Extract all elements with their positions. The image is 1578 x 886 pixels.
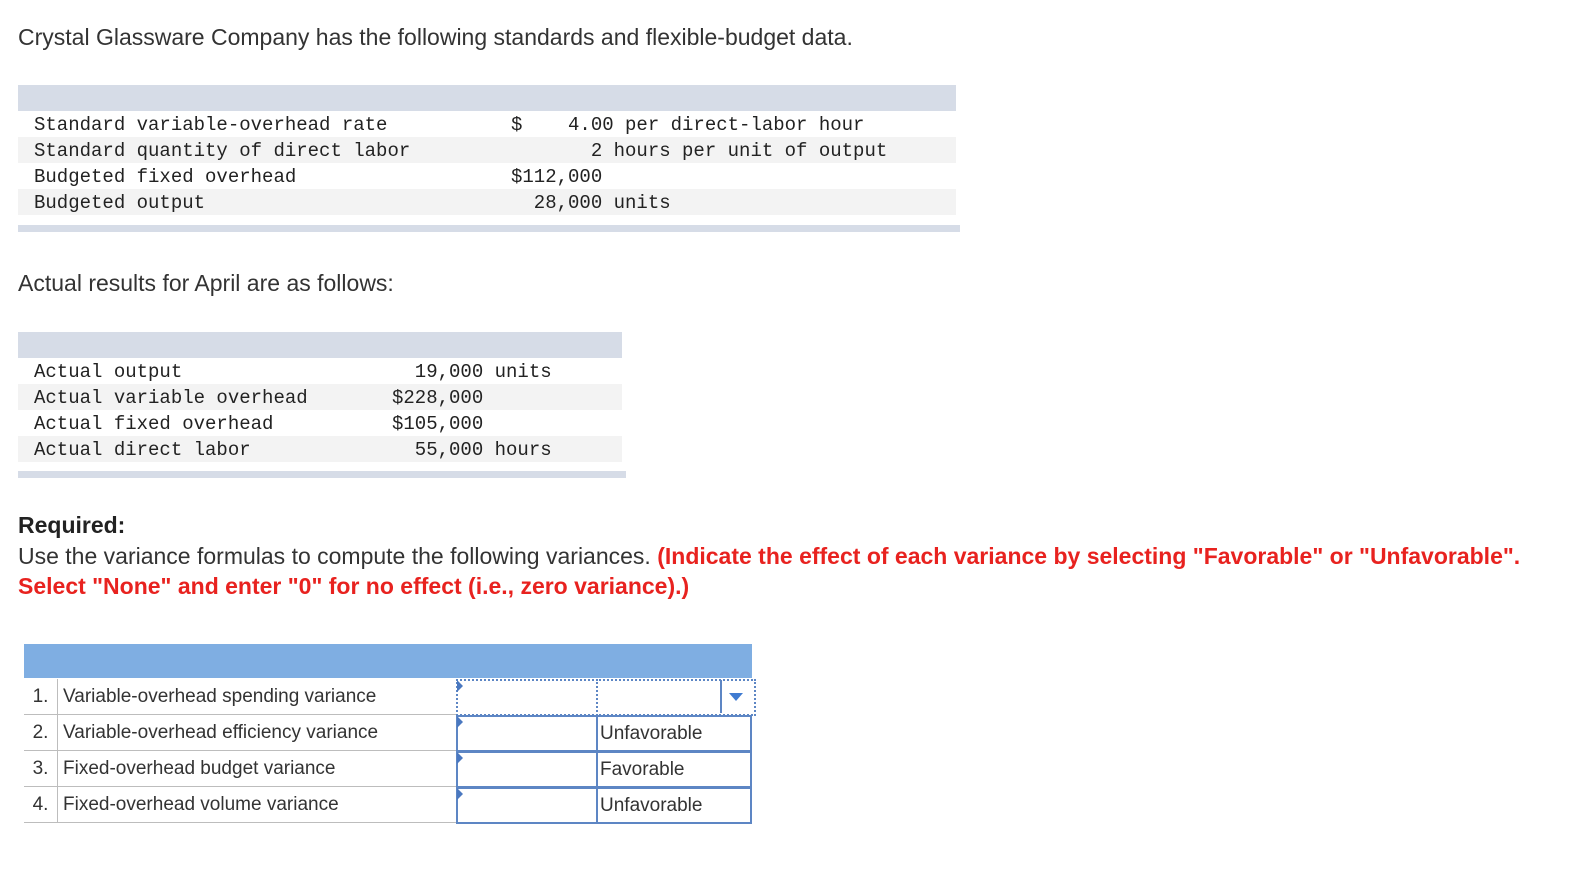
- amount-input[interactable]: [456, 715, 598, 752]
- input-marker-icon: [457, 752, 463, 764]
- actuals-label: Actual output: [34, 361, 183, 383]
- standards-value: 2 hours per unit of output: [511, 140, 888, 162]
- actuals-value: $105,000: [392, 413, 484, 435]
- table-row: [24, 715, 752, 751]
- instruction-highlight: (Indicate the effect of each variance by selecting "Favorable" or "Unfavorable". Select "None" and enter "0" for no effect (i.e., zero variance).): [18, 543, 1521, 599]
- effect-select[interactable]: Favorable: [596, 751, 752, 788]
- standards-value: $ 4.00 per direct-labor hour: [511, 114, 865, 136]
- table-row: [24, 751, 752, 787]
- actuals-label: Actual variable overhead: [34, 387, 308, 409]
- dropdown-button[interactable]: [720, 680, 752, 713]
- row-label: Variable-overhead efficiency variance: [63, 722, 379, 743]
- instruction-plain: Use the variance formulas to compute the following variances.: [18, 543, 658, 569]
- actuals-value: $228,000: [392, 387, 484, 409]
- row-number: 3.: [24, 751, 58, 786]
- intro-text: Crystal Glassware Company has the following standards and flexible-budget data.: [18, 24, 853, 50]
- effect-select[interactable]: Unfavorable: [596, 787, 752, 824]
- chevron-down-icon: [729, 693, 743, 701]
- standards-label: Budgeted fixed overhead: [34, 166, 297, 188]
- amount-input[interactable]: [456, 751, 598, 788]
- answer-table-header: [24, 644, 752, 678]
- table-row: [24, 787, 752, 823]
- actuals-footer-band: [18, 471, 626, 478]
- row-label: Fixed-overhead budget variance: [63, 758, 336, 779]
- row-number: 4.: [24, 787, 58, 822]
- standards-footer-band: [18, 225, 960, 232]
- standards-value: $112,000: [511, 166, 603, 188]
- row-label: Variable-overhead spending variance: [63, 686, 377, 707]
- standards-header-band: [18, 85, 956, 111]
- actuals-header-band: [18, 332, 622, 358]
- standards-label: Budgeted output: [34, 192, 206, 214]
- amount-input[interactable]: [456, 787, 598, 824]
- standards-label: Standard variable-overhead rate: [34, 114, 388, 136]
- row-label: Fixed-overhead volume variance: [63, 794, 339, 815]
- actuals-label: Actual direct labor: [34, 439, 251, 461]
- actuals-value: 55,000 hours: [392, 439, 552, 461]
- actuals-label: Actual fixed overhead: [34, 413, 274, 435]
- table-row: [24, 679, 752, 715]
- input-marker-icon: [457, 788, 463, 800]
- standards-label: Standard quantity of direct labor: [34, 140, 411, 162]
- instruction-text: [18, 541, 1538, 601]
- standards-value: 28,000 units: [511, 192, 671, 214]
- row-number: 2.: [24, 715, 58, 750]
- input-marker-icon: [457, 680, 463, 692]
- actuals-value: 19,000 units: [392, 361, 552, 383]
- amount-input[interactable]: [456, 679, 598, 716]
- row-number: 1.: [24, 679, 58, 714]
- required-heading: Required:: [18, 512, 126, 538]
- actual-intro-text: Actual results for April are as follows:: [18, 270, 394, 296]
- input-marker-icon: [457, 716, 463, 728]
- effect-select[interactable]: Unfavorable: [596, 715, 752, 752]
